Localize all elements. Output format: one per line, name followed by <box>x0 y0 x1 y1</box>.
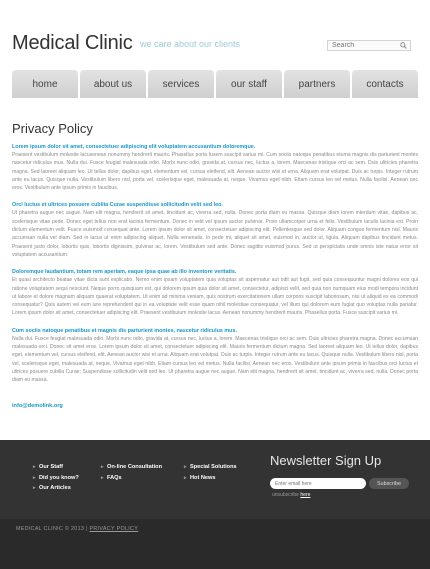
newsletter-email-input[interactable] <box>270 478 366 489</box>
nav-contacts[interactable]: contacts <box>352 70 418 98</box>
section-body: Nulla dui. Fusce feugiat malesuada odio. Morbi nunc odio, gravida at, cursus nec, luctus a, lorem. Maecenas tristique orci ac sem. Duis ultricies pharetra magna. Donec accumsan malesuada orci. Donec sit amet eros. Lorem ipsum dolor sit amet, consectetuer adipiscing elit. Mauris fermentum dictum magna. Sed laoreet aliquam leo. Ut tellus dolor, dapibus eget, elementum vel, cursus eleifend, elit. Aenean auctor wisi et urna. Aliquam erat volutpat. Duis ac turpis. Integer rutrum ante eu lacus. Quisque nulla. Vestibulum libero nisl, porta vel, scelerisque eget, malesuada at, neque. Vivamus eget nibh. Etiam cursus leo vel metus. Nulla facilisi. Aenean nec eros. Vestibulum ante ipsum primis in faucibus orci luctus et ultrices posuere cubilia Curae; Suspendisse sollicitudin velit sed leo. Ut pharetra augue nec augue. Nam elit magna, hendrerit sit amet, tincidunt ac, viverra sed, nulla. Donec porta diam eu massa. <box>12 335 418 384</box>
footer-link-our-articles[interactable]: ▸ Our Articles <box>33 483 79 494</box>
section-body: Praesent vestibulum molestie lacusenean nonummy hendrerit mauris. Phasellus porta fusem suscipit varius mi. Cum sociis natoque penatibus etuma magnis dis parturient montes nascetur ridiculus mus. Nulla dui. Fusce feugiat malesuada odio. Morbi nunc odio, gravida at, cursus nec, luctus a, lorem. Maecenas tristique orci ac sem. Duis ultricies pharetra magna. Sed laoreet aliquam leo. Ut tellus dolor, dapibus eget, elementum vel, cursus eleifend, elit. Aenean auctor wisi et urna. Aliquam erat volutpat. Duis ac turpis. Integer rutrum ante eu lacus. Quisque nulla. Vestibulum libero nisl, porta vel, scelerisque eget, malesuada at, neque. Vivamus eget nibh. Etiam cursus leo vel metus. Nulla facilisi. Aenean nec eros. Vestibulum ante ipsum primis in faucibus. <box>12 152 418 192</box>
contact-email-link[interactable]: info@demolink.org <box>12 402 63 409</box>
nav-services[interactable]: services <box>148 70 214 98</box>
section-heading: Cum sociis natoque penatibus et magnis dis parturient montes, nascetur ridiculus mus. <box>12 327 237 334</box>
privacy-policy-link[interactable]: PRIVACY POLICY <box>89 526 139 532</box>
policy-section <box>12 327 418 385</box>
footer-link-did-you-know[interactable]: ▸ Did you know? <box>33 473 79 484</box>
section-heading: Orci luctus et ultrices posuere cubilia Curae suspendisse sollicitudin velit sed leo. <box>12 202 223 209</box>
search-icon[interactable] <box>400 42 407 49</box>
newsletter-title: Newsletter Sign Up <box>270 453 382 468</box>
section-body: Ut pharetra augue nec augue. Nam elit magna, hendrerit sit amet, tincidunt ac, viverra sed, nulla. Donec porta diam eu massa. Quisque diam lorem interdum vitae, dapibus ac, scelerisque vitae pede. Donec eget tellus non erat lacinia fermentum. Donec in velit vel ipsum auctor pulvinar. Proin ullamcorper urna et felis. Vestibulum iaculis lacinia est. Proin dictum elementum velit. Fusce euismod consequat ante. Lorem ipsum dolor sit amet, consectetuer adipiscing elit. Pellentesque sed dolor. Aliquam congue fermentum nisl. Mauris accumsan nulla vel diam. Sed in lacus ut enim adipiscing aliquet. Nulla venenatis. In pede mi, aliquet sit amet, euismod in, auctor ut, ligula. Aliquam dapibus tincidunt metus. Praesent justo dolor, lobortis quis, lobortis dignissim, pulvinar ac, lorem. Vestibulum sed ante. Donec sagittis euismod purus. Sed ut perspiciatis unde omnis iste natus error sit voluptatem accusantium. <box>12 210 418 258</box>
privacy-content <box>12 143 418 412</box>
footer-link-hot-news[interactable]: ▸ Hot News <box>184 473 237 484</box>
policy-section <box>12 143 418 192</box>
site-tagline: we care about our clients <box>140 39 241 49</box>
header <box>0 0 430 68</box>
footer-links-col3 <box>184 462 237 483</box>
footer-links-col2 <box>101 462 162 483</box>
main-nav <box>12 70 418 98</box>
nav-about-us[interactable]: about us <box>80 70 146 98</box>
footer-link-special-solutions[interactable]: ▸ Special Solutions <box>184 462 237 473</box>
unsubscribe-prefix: unsubscribe <box>272 492 299 498</box>
site-logo[interactable]: Medical Clinic <box>12 32 133 54</box>
footer-links-col1 <box>33 462 79 494</box>
section-heading: Doloremque laudantium, totam rem aperiam, eaque ipsa quae ab illo inventore veritatis. <box>12 269 237 276</box>
policy-section <box>12 268 418 317</box>
section-body: Et quasi architecto beatae vitae dicta sunt explicabo. Nemo enim ipsam voluptatem quia voluptas sit aspernatur aut odit aut fugit, sed quia consequuntur magni dolores eos qui ratione voluptatem sequi nesciunt. Neque porro quisquam est, qui dolorem ipsum quia dolor sit amet, consectetur, adipisci velit, sed quia non numquam eius modi tempora incidunt ut labore et dolore magnam aliquam quaerat voluptatem. Ut enim ad minima veniam, quis nostrum exercitationem ullam corporis suscipit laboriosam, nisi ut aliquid ex ea commodi consequatur? Quis autem vel eum iure reprehenderit qui in ea voluptate velit esse quam nihil molestiae consequatur, vel illum qui dolorem eum fugiat quo voluptas nulla pariatur. Lorem ipsum dolor sit amet, consectetuer adipiscing elit. Praesent vestibulum molestie lacus. Aenean nonummy hendrerit mauris. Phasellus porta. Fusce suscipit varius mi. <box>12 277 418 317</box>
nav-home[interactable]: home <box>12 70 78 98</box>
footer-link-faqs[interactable]: ▸ FAQs <box>101 473 162 484</box>
search-box <box>327 40 411 51</box>
nav-our-staff[interactable]: our staff <box>216 70 282 98</box>
section-heading: Lorem ipsum dolor sit amet, consectetuer adipiscing elit voluptatem accusantium doloremque. <box>12 144 256 150</box>
policy-section <box>12 201 418 259</box>
footer-link-online-consultation[interactable]: ▸ On-line Consultation <box>101 462 162 473</box>
search-input[interactable] <box>332 41 396 50</box>
page-title: Privacy Policy <box>12 121 93 136</box>
unsubscribe-link[interactable]: here <box>300 492 311 498</box>
unsubscribe-text <box>272 492 310 498</box>
footer-link-our-staff[interactable]: ▸ Our Staff <box>33 462 79 473</box>
subscribe-button[interactable]: Subscribe <box>369 478 409 489</box>
nav-partners[interactable]: partners <box>284 70 350 98</box>
copyright <box>16 526 138 532</box>
copyright-text: MEDICAL CLINIC © 2013 | <box>16 526 90 532</box>
